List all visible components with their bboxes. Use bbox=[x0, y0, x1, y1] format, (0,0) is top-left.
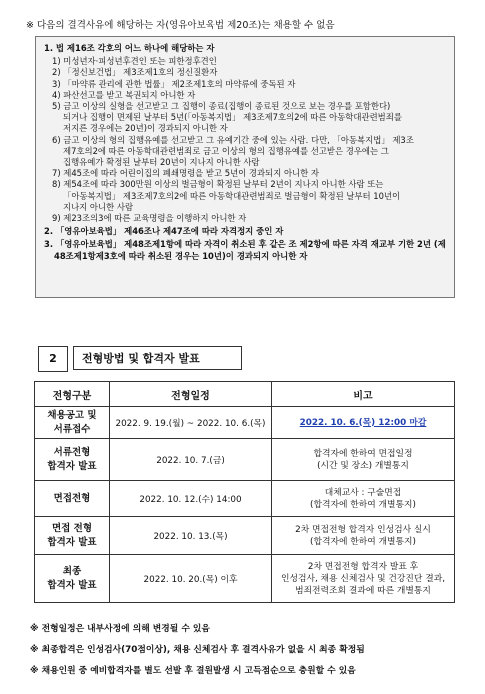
stage-line: 최종 bbox=[62, 565, 82, 577]
schedule-cell: 2022. 10. 13.(목) bbox=[110, 517, 272, 555]
disqualification-intro: ※ 다음의 결격사유에 해당하는 자(영유아보육법 제20조)는 채용할 수 없음 bbox=[26, 20, 335, 31]
schedule-cell: 2022. 10. 12.(수) 14:00 bbox=[110, 481, 272, 517]
note-line: (합격자에 한하여 개별통지) bbox=[310, 536, 416, 547]
notes bbox=[30, 619, 365, 682]
stage-line: 합격자 발표 bbox=[47, 579, 97, 591]
note-line: ※ 전형일정은 내부사정에 의해 변경될 수 있음 bbox=[30, 624, 210, 634]
table-row bbox=[35, 555, 455, 603]
stage-cell bbox=[35, 517, 110, 555]
stage-line: 합격자 발표 bbox=[47, 460, 97, 472]
disqualification-box bbox=[35, 36, 455, 298]
table-header-row bbox=[35, 382, 455, 407]
disqualification-item: 9) 제23조의3에 따른 교육명령을 이행하지 아니한 자 bbox=[52, 213, 247, 224]
stage-line: 서류전형 bbox=[53, 446, 91, 458]
disqualification-item-cont: 집행유예가 확정된 날부터 20년이 지나지 아니한 사람 bbox=[63, 157, 260, 168]
disqualification-item: 8) 제54조에 따라 300만원 이상의 벌금형이 확정된 날부터 2년이 지나지 아니한 사람 또는 bbox=[52, 179, 384, 190]
stage-line: 면접 전형 bbox=[51, 522, 92, 534]
section-number: 2 bbox=[38, 346, 68, 372]
note-line: 2차 면접전형 합격자 발표 후 bbox=[307, 561, 419, 572]
note-line: (시간 및 장소) 개별통지 bbox=[317, 460, 409, 471]
stage-line: 면접전형 bbox=[53, 492, 91, 504]
table-row bbox=[35, 481, 455, 517]
schedule-cell: 2022. 9. 19.(월) ~ 2022. 10. 6.(목) bbox=[110, 407, 272, 439]
header-stage: 전형구분 bbox=[35, 382, 110, 407]
note-cell bbox=[272, 517, 455, 555]
disqualification-heading-3: 3. 「영유아보육법」 제48조제1항에 따라 자격이 취소된 후 같은 조 제2항에 따른 자격 재교부 기한 2년 (제48조제1항제3호에 따라 취소된 경우는 10년)이 경과되지 아니한 자 bbox=[44, 239, 446, 261]
disqualification-item-cont: 「아동복지법」 제3조제7호의2에 따른 아동학대관련범죄로 벌금형이 확정된 날부터 10년이 bbox=[63, 190, 401, 201]
disqualification-item: 4) 파산선고를 받고 복권되지 아니한 자 bbox=[52, 89, 196, 100]
stage-line: 합격자 발표 bbox=[47, 536, 97, 548]
disqualification-item: 7) 제45조에 따라 어린이집의 폐쇄명령을 받고 5년이 경과되지 아니한 자 bbox=[52, 168, 319, 179]
note-line: (합격자에 한하여 개별통지) bbox=[310, 499, 416, 510]
note-line: 합격자에 한하여 면접일정 bbox=[313, 448, 413, 459]
stage-cell bbox=[35, 555, 110, 603]
section-title: 전형방법 및 합격자 발표 bbox=[73, 346, 242, 370]
disqualification-item: 6) 금고 이상의 형의 집행유예를 선고받고 그 유예기간 중에 있는 사람. 다만, 「아동복지법」 제3조 bbox=[52, 134, 414, 145]
stage-cell bbox=[35, 407, 110, 439]
stage-line: 채용공고 및 bbox=[47, 409, 97, 421]
disqualification-item-cont: 되거나 집행이 면제된 날부터 5년(「아동복지법」 제3조제7호의2에 따른 아동학대관련범죄를 bbox=[63, 112, 402, 123]
disqualification-heading-2: 2. 「영유아보육법」 제46조나 제47조에 따라 자격정지 중인 자 bbox=[44, 226, 284, 237]
note-line: 2차 면접전형 합격자 인성검사 실시 bbox=[295, 524, 431, 535]
table-row bbox=[35, 517, 455, 555]
header-schedule: 전형일정 bbox=[110, 382, 272, 407]
note-line: 범죄전력조회 결과에 따른 개별통지 bbox=[295, 585, 431, 596]
disqualification-item: 1) 미성년자·피성년후견인 또는 피한정후견인 bbox=[52, 56, 217, 67]
disqualification-item-cont: 제7호의2에 따른 아동학대관련범죄로 금고 이상의 형의 집행유예를 선고받은 경우에는 그 bbox=[63, 145, 389, 156]
disqualification-item: 3) 「마약류 관리에 관한 법률」 제2조제1호의 마약류에 중독된 자 bbox=[52, 78, 296, 89]
note-line: ※ 채용인원 중 예비합격자를 별도 선발 후 결원발생 시 고득점순으로 충원할 수 있음 bbox=[30, 666, 356, 676]
note-cell bbox=[272, 439, 455, 481]
note-cell bbox=[272, 481, 455, 517]
disqualification-item-cont: 지나지 아니한 사람 bbox=[63, 201, 134, 212]
disqualification-item-cont: 저지른 경우에는 20년)이 경과되지 아니한 자 bbox=[63, 123, 228, 134]
deadline-link[interactable]: 2022. 10. 6.(목) 12:00 마감 bbox=[299, 417, 427, 428]
table-row bbox=[35, 439, 455, 481]
disqualification-list bbox=[44, 56, 446, 224]
stage-cell bbox=[35, 439, 110, 481]
note-line: 대체교사 : 구술면접 bbox=[324, 487, 402, 498]
note-line: 인성검사, 채용 신체검사 및 건강진단 결과, bbox=[280, 573, 446, 584]
disqualification-heading: 1. 법 제16조 각호의 어느 하나에 해당하는 자 bbox=[44, 43, 215, 53]
note-cell bbox=[272, 407, 455, 439]
schedule-cell: 2022. 10. 7.(금) bbox=[110, 439, 272, 481]
disqualification-item: 5) 금고 이상의 실형을 선고받고 그 집행이 종료(집행이 종료된 것으로 보는 경우를 포함한다) bbox=[52, 101, 391, 112]
header-note: 비고 bbox=[272, 382, 455, 407]
note-cell bbox=[272, 555, 455, 603]
stage-cell bbox=[35, 481, 110, 517]
schedule-table bbox=[34, 381, 455, 603]
note-line: ※ 최종합격은 인성검사(70점이상), 채용 신체검사 후 결격사유가 없을 시 최종 확정됨 bbox=[30, 645, 365, 655]
stage-line: 서류접수 bbox=[53, 423, 91, 435]
disqualification-item: 2) 「정신보건법」 제3조제1호의 정신질환자 bbox=[52, 67, 218, 78]
table-row bbox=[35, 407, 455, 439]
schedule-cell: 2022. 10. 20.(목) 이후 bbox=[110, 555, 272, 603]
